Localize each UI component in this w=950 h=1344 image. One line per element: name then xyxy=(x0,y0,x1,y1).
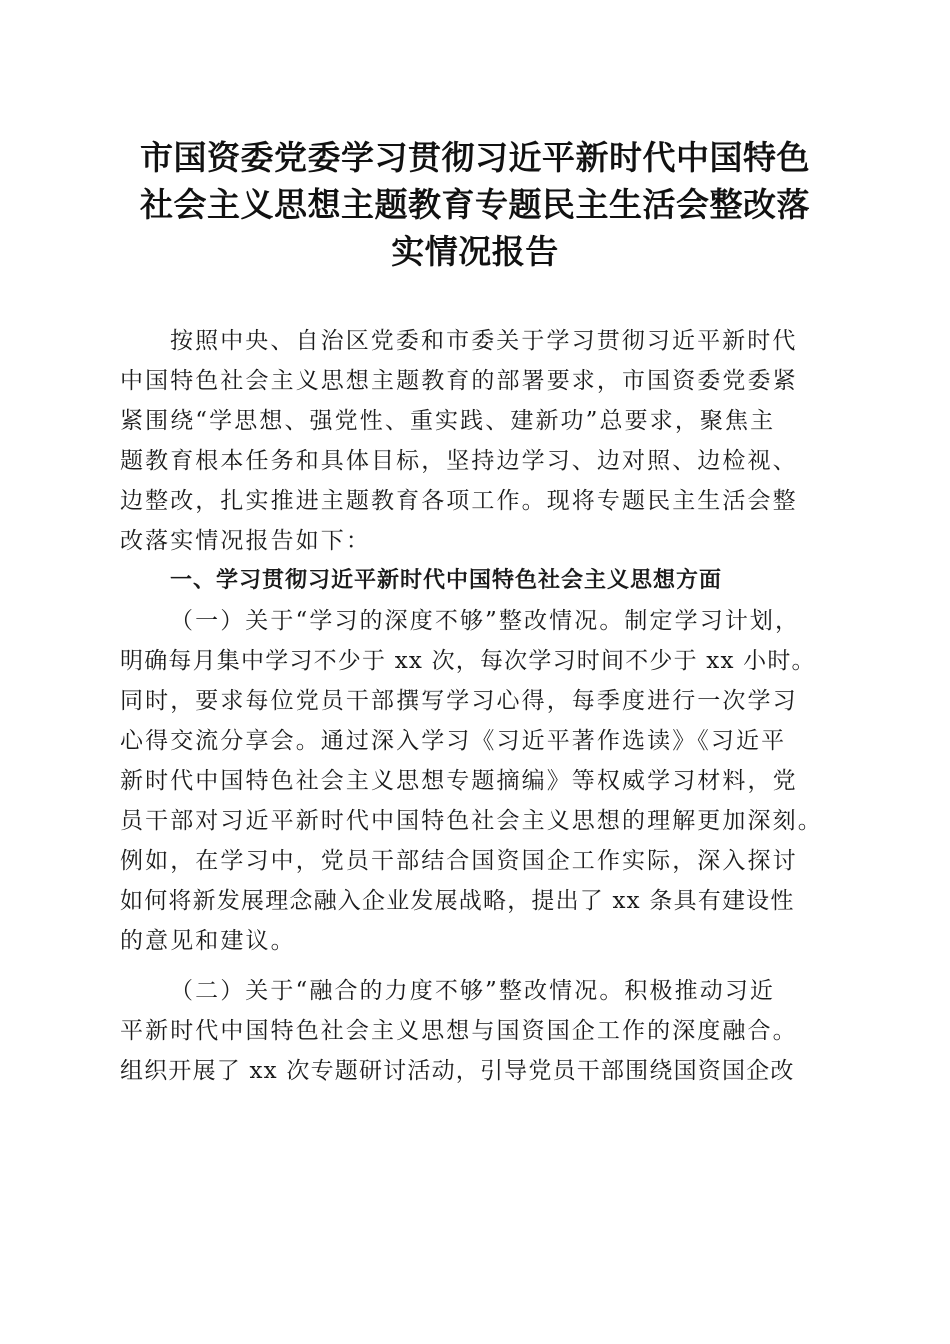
paragraph-line: （一）关于“学习的深度不够”整改情况。制定学习计划， xyxy=(170,608,801,634)
paragraph-line: 员干部对习近平新时代中国特色社会主义思想的理解更加深刻。 xyxy=(120,808,823,834)
paragraph-line: 边整改，扎实推进主题教育各项工作。现将专题民主生活会整 xyxy=(120,488,798,514)
document-title xyxy=(100,134,850,275)
paragraph-line: 例如，在学习中，党员干部结合国资国企工作实际，深入探讨 xyxy=(120,848,798,874)
paragraph-line: 同时，要求每位党员干部撰写学习心得，每季度进行一次学习 xyxy=(120,688,798,714)
paragraph-line: 的意见和建议。 xyxy=(120,928,296,954)
paragraph-line: 如何将新发展理念融入企业发展战略，提出了 xx 条具有建设性 xyxy=(120,888,795,914)
paragraph-line: （二）关于“融合的力度不够”整改情况。积极推动习近 xyxy=(170,978,776,1004)
document-body xyxy=(120,321,830,1091)
title-line: 实情况报告 xyxy=(391,232,559,271)
title-line: 市国资委党委学习贯彻习近平新时代中国特色 xyxy=(140,138,810,177)
paragraph-line: 明确每月集中学习不少于 xx 次，每次学习时间不少于 xx 小时。 xyxy=(120,648,816,674)
paragraph-line: 紧围绕“学思想、强党性、重实践、建新功”总要求，聚焦主 xyxy=(120,408,776,434)
paragraph-line: 按照中央、自治区党委和市委关于学习贯彻习近平新时代 xyxy=(170,328,798,354)
paragraph-line: 题教育根本任务和具体目标，坚持边学习、边对照、边检视、 xyxy=(120,448,798,474)
paragraph-line: 改落实情况报告如下： xyxy=(120,528,371,554)
title-line: 社会主义思想主题教育专题民主生活会整改落 xyxy=(140,185,810,224)
paragraph-line: 平新时代中国特色社会主义思想与国资国企工作的深度融合。 xyxy=(120,1018,798,1044)
paragraph-line: 组织开展了 xx 次专题研讨活动，引导党员干部围绕国资国企改 xyxy=(120,1058,795,1084)
paragraph-line: 新时代中国特色社会主义思想专题摘编》等权威学习材料，党 xyxy=(120,768,798,794)
paragraph-line: 中国特色社会主义思想主题教育的部署要求，市国资委党委紧 xyxy=(120,368,798,394)
paragraph-line: 心得交流分享会。通过深入学习《习近平著作选读》《习近平 xyxy=(120,728,787,754)
section-heading: 一、学习贯彻习近平新时代中国特色社会主义思想方面 xyxy=(170,568,723,593)
